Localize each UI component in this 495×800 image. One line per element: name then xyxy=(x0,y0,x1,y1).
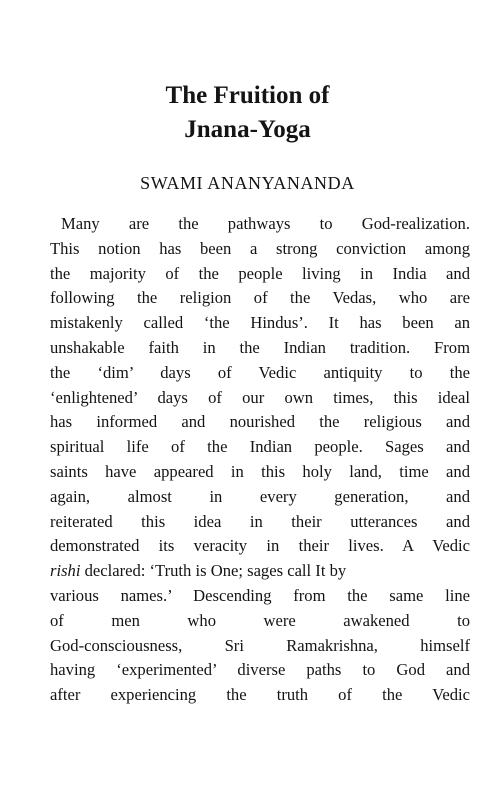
article-title-line-2: Jnana-Yoga xyxy=(184,116,311,143)
body-line-15-rest: declared: ‘Truth is One; sages call It by xyxy=(80,561,347,581)
body-line-16: various names.’ Descending from the same line xyxy=(50,585,470,605)
body-line-2: This notion has been a strong conviction among xyxy=(50,238,470,258)
body-line-7: the ‘dim’ days of Vedic antiquity to the xyxy=(50,362,470,382)
body-line-19: having ‘experimented’ diverse paths to God and xyxy=(50,660,470,680)
body-line-3: the majority of the people living in India and xyxy=(50,263,470,283)
body-line-15 xyxy=(50,559,470,584)
rishi-italic: rishi xyxy=(50,561,81,581)
body-line-12: again, almost in every generation, and xyxy=(50,486,470,506)
body-line-11: saints have appeared in this holy land, time and xyxy=(50,461,470,481)
article-title-line-1: The Fruition of xyxy=(165,82,330,109)
body-line-20: after experiencing the truth of the Vedic xyxy=(50,685,470,705)
body-line-14: demonstrated its veracity in their lives. A Vedic xyxy=(50,536,470,556)
article-body xyxy=(50,212,470,708)
body-line-18: God-consciousness, Sri Ramakrishna, himself xyxy=(50,635,470,655)
body-line-8: ‘enlightened’ days of our own times, this ideal xyxy=(50,387,470,407)
article-author: SWAMI ANANYANANDA xyxy=(140,173,355,193)
body-line-6: unshakable faith in the Indian tradition. From xyxy=(50,337,470,357)
body-line-17: of men who were awakened to xyxy=(50,610,470,630)
body-line-9: has informed and nourished the religious and xyxy=(50,412,470,432)
body-line-5: mistakenly called ‘the Hindus’. It has been an xyxy=(50,313,470,333)
body-line-4: following the religion of the Vedas, who are xyxy=(50,288,470,308)
body-line-1: Many are the pathways to God-realization. xyxy=(61,214,470,233)
body-line-13: reiterated this idea in their utterances and xyxy=(50,511,470,531)
body-line-10: spiritual life of the Indian people. Sages and xyxy=(50,437,470,457)
